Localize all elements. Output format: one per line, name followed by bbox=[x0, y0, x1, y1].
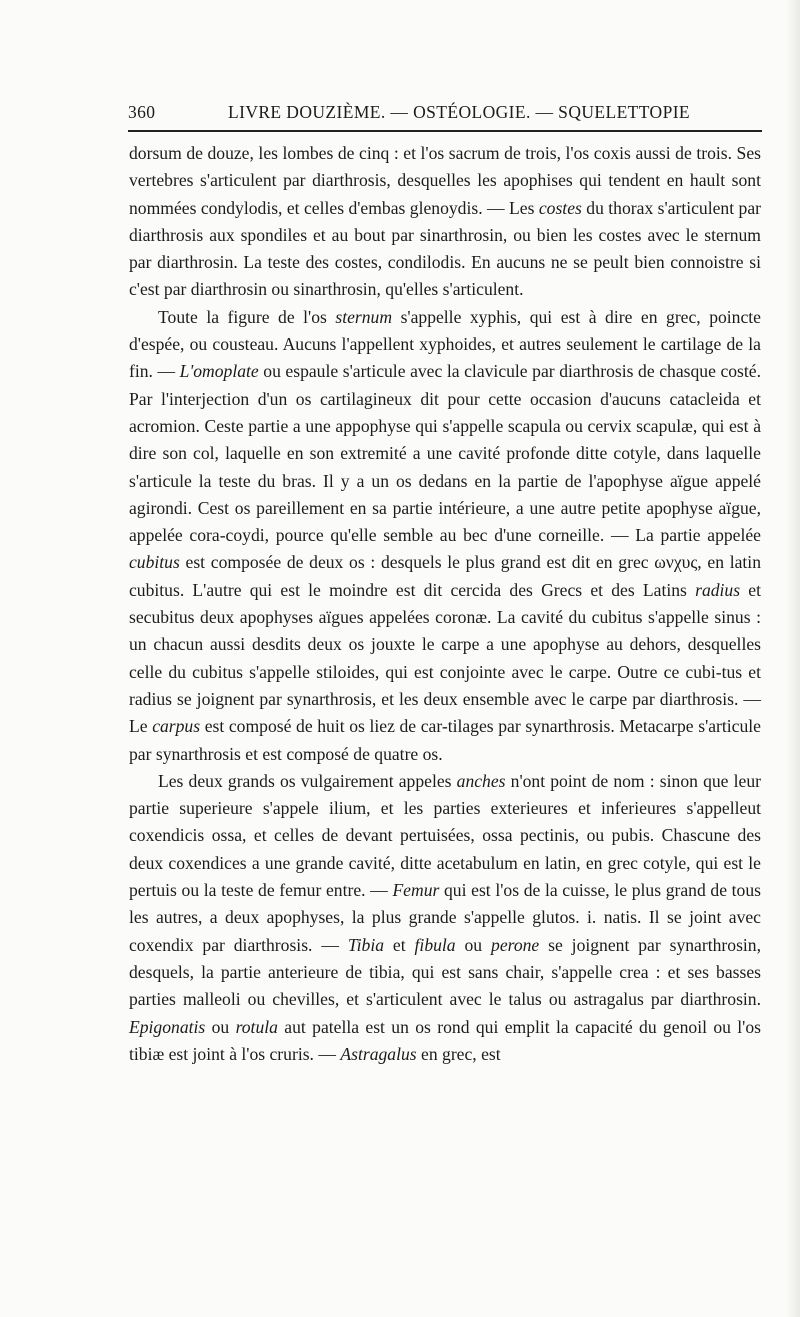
text-segment: ou bbox=[205, 1016, 236, 1037]
paragraph-3 bbox=[129, 768, 761, 1068]
text-segment: n'ont point de nom : sinon que leur partie superieure s'appele ilium, et les parties exterieures et inferieures s'appelleut coxendicis ossa, et celles de devant pertuisées, ossa pectinis, ou pubis. Chascune des deux coxendices a une grande cavité, ditte acetabulum en latin, en grec cotyle, qui est le pertuis ou la teste de femur entre. — bbox=[129, 770, 761, 901]
header-rule bbox=[128, 130, 762, 132]
running-head-title: LIVRE DOUZIÈME. — OSTÉOLOGIE. — SQUELETTOPIE bbox=[228, 102, 691, 122]
italic-term: sternum bbox=[335, 306, 393, 327]
text-segment: dorsum de douze, les lombes de cinq : et l'os sacrum de trois, l'os coxis aussi de trois. Ses vertebres s'articulent par diarthrosis, desquelles les apophises qui tendent en hault sont nommées condylodis, et celles d'embas glenoydis. — Les bbox=[129, 143, 761, 218]
italic-term: rotula bbox=[235, 1016, 278, 1037]
italic-term: Astragalus bbox=[340, 1043, 417, 1064]
text-segment: ou bbox=[455, 934, 492, 955]
running-head bbox=[128, 102, 760, 128]
text-segment: s'appelle xyphis, qui est à dire en grec, poincte d'espée, ou cousteau. Aucuns l'appellent xyphoides, et autres seulement le cartilage de la fin. — bbox=[129, 306, 761, 382]
italic-term: radius bbox=[695, 579, 741, 600]
text-segment: aut patella est un os rond qui emplit la capacité du genoil ou l'os tibiæ est joint à l'os cruris. — bbox=[129, 1016, 761, 1064]
page-number: 360 bbox=[128, 102, 156, 122]
italic-term: carpus bbox=[152, 716, 201, 737]
italic-term: cubitus bbox=[129, 552, 180, 573]
text-segment: est composé de huit os liez de car-tilages par synarthrosis. Metacarpe s'articule par synarthrosis et est composé de quatre os. bbox=[129, 716, 761, 764]
text-segment: en grec, est bbox=[416, 1043, 501, 1064]
italic-term: Tibia bbox=[347, 934, 385, 955]
text-segment: Les deux grands os vulgairement appeles bbox=[158, 770, 457, 791]
text-segment: ou espaule s'articule avec la clavicule par diarthrosis de chasque costé. Par l'interjection d'un os cartilagineux dit pour cette occasion d'aucuns catacleida et acromion. Ceste partie a une appophyse qui s'appelle scapula ou cervix scapulæ, qui est à dire son col, laquelle en son extremité a une cavité profonde ditte cotyle, dans laquelle s'articule la teste du bras. Il y a un os dedans en la partie de l'apophyse aïgue appelé agirondi. Cest os pareillement en sa partie intérieure, a une autre petite apophyse aïgue, appelée cora-coydi, pource qu'elle semble au bec d'une corneille. — La partie appelée bbox=[129, 361, 761, 546]
page-edge-shadow bbox=[786, 0, 800, 1317]
paragraph-2 bbox=[129, 304, 761, 768]
italic-term: L'omoplate bbox=[179, 361, 259, 382]
italic-term: anches bbox=[456, 770, 506, 791]
text-segment: se joignent par synarthrosin, desquels, la partie anterieure de tibia, qui est sans chair, s'appelle crea : et ses basses parties malleoli ou chevilles, et s'articulent avec le talus ou astragalus par diarthrosin. bbox=[129, 934, 761, 1010]
italic-term: Epigonatis bbox=[129, 1016, 206, 1037]
italic-term: fibula bbox=[414, 934, 456, 955]
italic-term: Femur bbox=[392, 880, 440, 901]
body-text bbox=[129, 140, 761, 1068]
text-segment: du thorax s'articulent par diarthrosis aux spondiles et au bout par sinarthrosin, ou bien les costes avec le sternum par diarthrosin. La teste des costes, condilodis. En aucuns ne se peult bien connoistre si c'est par diarthrosin ou sinarthrosin, qu'elles s'articulent. bbox=[129, 197, 761, 300]
text-segment: et bbox=[384, 934, 415, 955]
text-segment: et secubitus deux apophyses aïgues appelées coronæ. La cavité du cubitus s'appelle sinus : un chacun aussi desdits deux os jouxte le carpe a une apophyse au dehors, desquelles celle du cubitus s'appelle stiloides, qui est conjointe avec le carpe. Outre ce cubi-tus et radius se joignent par synarthrosis, et les deux ensemble avec le carpe par diarthrosis. — Le bbox=[129, 579, 761, 737]
text-segment: Toute la figure de l'os bbox=[158, 306, 336, 327]
paragraph-1 bbox=[129, 140, 761, 304]
text-segment: qui est l'os de la cuisse, le plus grand de tous les autres, a deux apophyses, la plus grande s'appelle glutos. i. natis. Il se joint avec coxendix par diarthrosis. — bbox=[129, 880, 762, 955]
italic-term: costes bbox=[538, 197, 582, 218]
text-segment: est composée de deux os : desquels le plus grand est dit en grec ωνχυς, en latin cubitus. L'autre qui est le moindre est dit cercida des Grecs et des Latins bbox=[129, 552, 761, 600]
italic-term: perone bbox=[491, 934, 540, 955]
